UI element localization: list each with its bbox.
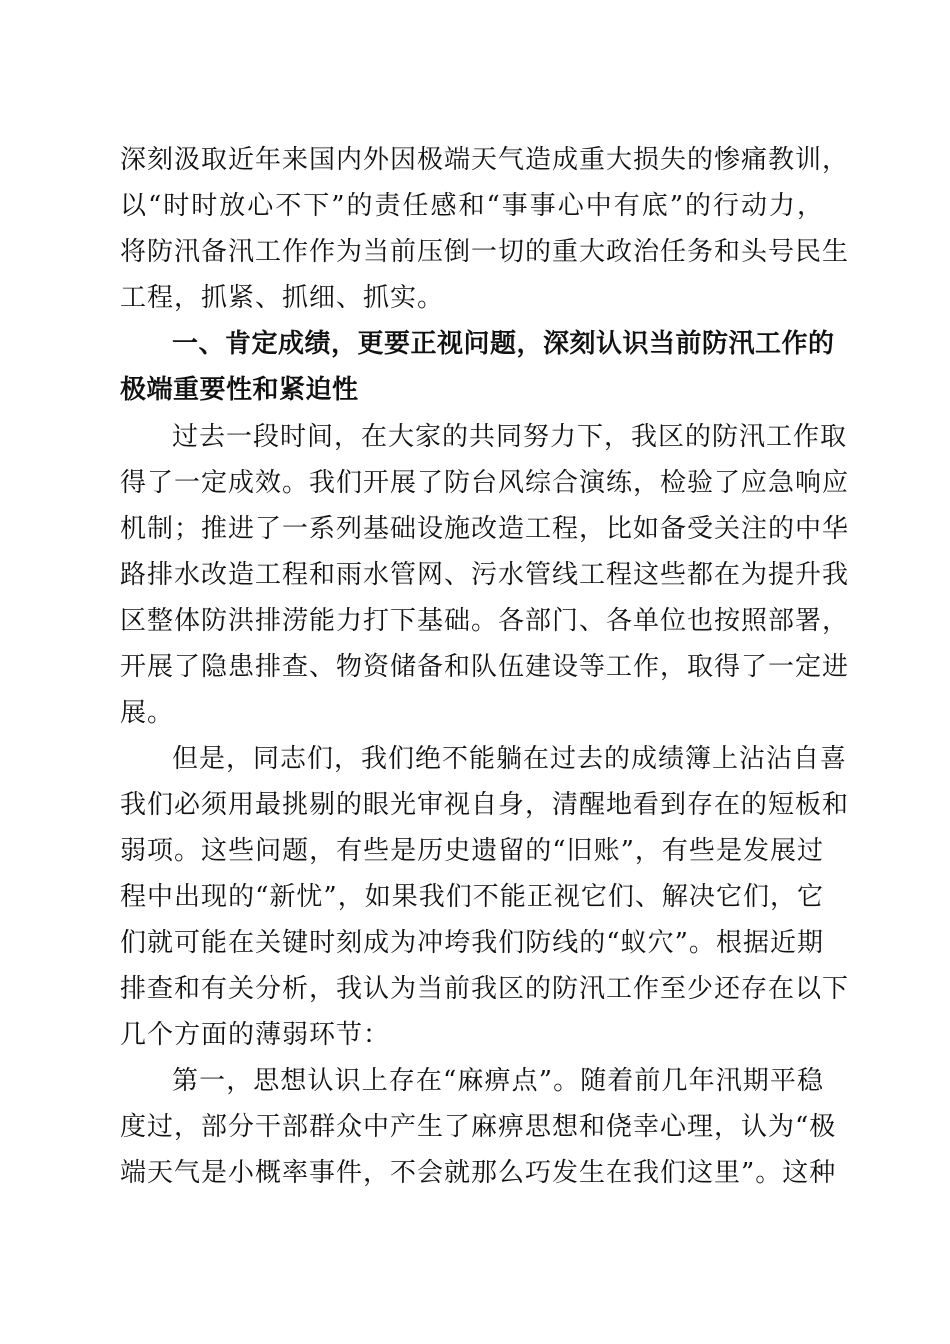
body-text-line: 得了一定成效。我们开展了防台风综合演练，检验了应急响应 — [120, 468, 850, 498]
body-text-line: 排查和有关分析，我认为当前我区的防汛工作至少还存在以下 — [120, 974, 850, 1004]
body-text-line: 第一，思想认识上存在“麻痹点”。随着前几年汛期平稳 — [172, 1066, 824, 1096]
body-text-line: 工程，抓紧、抓细、抓实。 — [120, 283, 445, 313]
body-text-line: 端天气是小概率事件，不会就那么巧发生在我们这里”。这种 — [120, 1158, 837, 1188]
body-text-line: 几个方面的薄弱环节： — [120, 1020, 391, 1050]
body-text-line: 展。 — [120, 698, 175, 728]
section-heading-line: 一、肯定成绩，更要正视问题，深刻认识当前防汛工作的 — [172, 329, 835, 359]
body-text-line: 深刻汲取近年来国内外因极端天气造成重大损失的惨痛教训， — [120, 145, 850, 175]
body-text-line: 但是，同志们，我们绝不能躺在过去的成绩簿上沾沾自喜 — [172, 744, 848, 774]
section-heading-line: 极端重要性和紧迫性 — [120, 375, 359, 405]
body-text-line: 区整体防洪排涝能力打下基础。各部门、各单位也按照部署， — [120, 606, 850, 636]
body-text-line: 路排水改造工程和雨水管网、污水管线工程这些都在为提升我 — [120, 560, 850, 590]
body-text-line: 以“时时放心不下”的责任感和“事事心中有底”的行动力， — [120, 191, 824, 221]
body-text-line: 们就可能在关键时刻成为冲垮我们防线的“蚁穴”。根据近期 — [120, 928, 824, 958]
body-text-line: 弱项。这些问题，有些是历史遗留的“旧账”，有些是发展过 — [120, 836, 824, 866]
body-text-line: 度过，部分干部群众中产生了麻痹思想和侥幸心理，认为“极 — [120, 1112, 837, 1142]
body-text-line: 开展了隐患排查、物资储备和队伍建设等工作，取得了一定进 — [120, 652, 850, 682]
body-text-line: 程中出现的“新忧”，如果我们不能正视它们、解决它们，它 — [120, 882, 824, 912]
body-text-line: 我们必须用最挑剔的眼光审视自身，清醒地看到存在的短板和 — [120, 790, 850, 820]
body-text-line: 机制；推进了一系列基础设施改造工程，比如备受关注的中华 — [120, 514, 850, 544]
body-text-line: 过去一段时间，在大家的共同努力下，我区的防汛工作取 — [172, 422, 848, 452]
body-text-line: 将防汛备汛工作作为当前压倒一切的重大政治任务和头号民生 — [120, 237, 850, 267]
